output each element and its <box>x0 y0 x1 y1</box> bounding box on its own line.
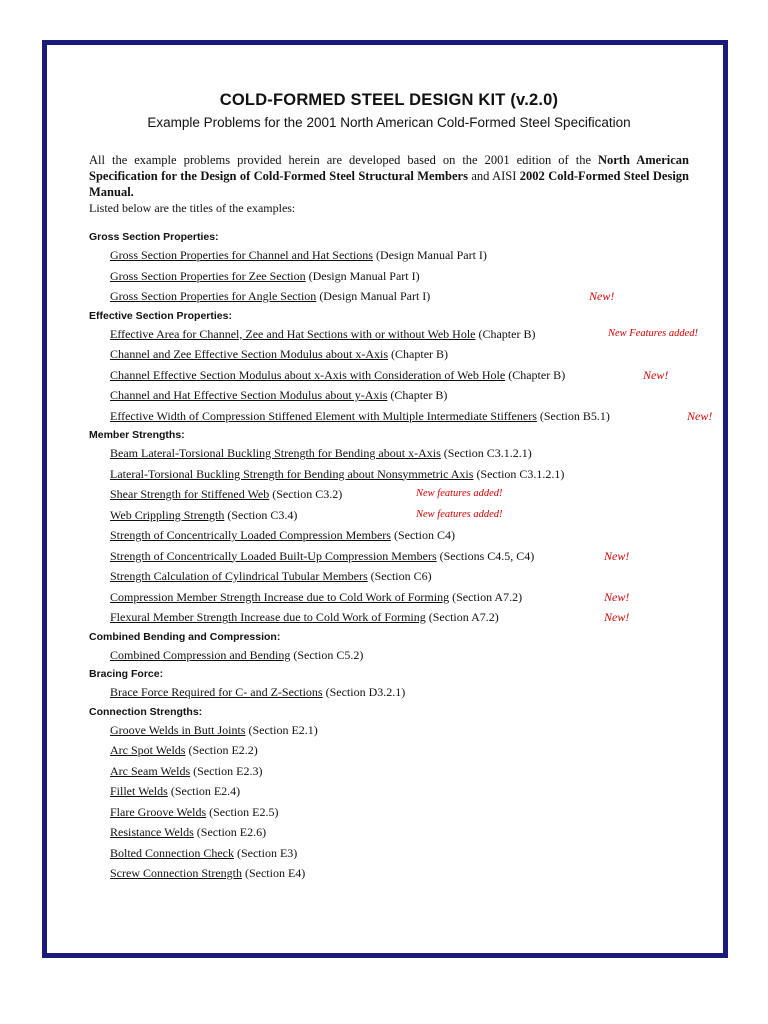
section-heading-effective: Effective Section Properties: <box>89 309 232 322</box>
list-item <box>89 802 689 823</box>
list-item <box>89 566 689 587</box>
example-ref: (Section E2.3) <box>190 763 263 778</box>
example-link[interactable]: Flexural Member Strength Increase due to Cold Work of Forming <box>110 610 426 624</box>
example-ref: (Chapter B) <box>505 367 566 382</box>
section-heading-connection: Connection Strengths: <box>89 705 203 718</box>
example-link[interactable]: Fillet Welds <box>110 784 168 798</box>
example-link[interactable]: Channel and Zee Effective Section Modulus about x-Axis <box>110 347 389 361</box>
list-item <box>89 843 689 864</box>
example-ref: (Section E4) <box>241 866 306 880</box>
list-item <box>89 587 689 608</box>
list-item <box>89 761 689 782</box>
section-heading-member: Member Strengths: <box>89 429 185 441</box>
example-link[interactable]: Arc Seam Welds <box>110 763 191 778</box>
example-ref: (Section E3) <box>233 845 298 860</box>
example-link[interactable]: Strength Calculation of Cylindrical Tubular Members <box>110 569 368 583</box>
example-link[interactable]: Combined Compression and Bending <box>110 647 291 662</box>
example-ref: (Section E2.1) <box>245 722 318 737</box>
example-ref: (Sections C4.5, C4) <box>436 548 535 563</box>
example-ref: (Section C3.2) <box>269 487 343 501</box>
new-badge: New! <box>687 408 713 423</box>
example-ref: (Section B5.1) <box>536 408 610 423</box>
list-item <box>89 484 689 505</box>
example-ref: (Design Manual Part I) <box>372 248 487 262</box>
section-heading-bracing: Bracing Force: <box>89 668 164 680</box>
page-title: COLD-FORMED STEEL DESIGN KIT (v.2.0) <box>219 91 559 109</box>
list-item <box>89 266 689 287</box>
list-item <box>89 286 689 307</box>
document-content <box>89 91 713 884</box>
intro-paragraph <box>89 152 689 200</box>
section-heading-gross: Gross Section Properties: <box>89 231 219 243</box>
example-ref: (Chapter B) <box>475 326 536 341</box>
example-ref: (Section E2.6) <box>193 825 267 839</box>
intro-spec-title: North American Specification for the Design of Cold-Formed Steel Structural Members <box>89 153 689 183</box>
list-item <box>89 546 689 567</box>
list-item <box>89 443 689 464</box>
example-link[interactable]: Gross Section Properties for Zee Section <box>110 268 306 283</box>
example-link[interactable]: Flare Groove Welds <box>110 804 207 819</box>
example-ref: (Section E2.2) <box>185 743 258 757</box>
intro-manual-title: 2002 Cold-Formed Steel Design Manual. <box>89 169 689 199</box>
example-link[interactable]: Screw Connection Strength <box>110 866 242 880</box>
example-ref: (Section A7.2) <box>449 589 523 604</box>
new-badge: New! <box>604 589 630 604</box>
example-ref: (Section C5.2) <box>290 647 364 662</box>
example-ref: (Section C4) <box>390 528 455 542</box>
intro-listed-line: Listed below are the titles of the examples: <box>89 201 296 215</box>
example-link[interactable]: Arc Spot Welds <box>110 743 186 757</box>
new-badge: New Features added! <box>608 327 699 339</box>
example-ref: (Section C6) <box>367 569 432 583</box>
example-link[interactable]: Strength of Concentrically Loaded Compression Members <box>110 528 391 542</box>
example-link[interactable]: Brace Force Required for C- and Z-Sections <box>110 685 323 699</box>
example-ref: (Section E2.5) <box>206 804 279 819</box>
new-badge: New features added! <box>416 508 503 520</box>
new-badge: New! <box>604 610 630 624</box>
example-link[interactable]: Effective Width of Compression Stiffened Element with Multiple Intermediate Stiffeners <box>110 408 537 423</box>
example-link[interactable]: Compression Member Strength Increase due to Cold Work of Forming <box>110 589 450 604</box>
example-link[interactable]: Gross Section Properties for Channel and Hat Sections <box>110 248 373 262</box>
example-ref: (Section C3.1.2.1) <box>473 466 565 481</box>
intro-text-1: All the example problems provided herein are developed based on the 2001 edition of the <box>89 153 598 167</box>
example-link[interactable]: Shear Strength for Stiffened Web <box>110 487 270 501</box>
example-ref: (Chapter B) <box>387 388 448 402</box>
list-item <box>89 682 689 703</box>
example-ref: (Section A7.2) <box>425 610 499 624</box>
section-heading-combined: Combined Bending and Compression: <box>89 630 281 643</box>
example-ref: (Design Manual Part I) <box>316 289 431 303</box>
list-item <box>89 464 689 485</box>
new-badge: New! <box>604 548 630 563</box>
new-badge: New! <box>589 289 615 303</box>
example-ref: (Section D3.2.1) <box>322 685 406 699</box>
list-item <box>89 344 689 365</box>
list-item <box>89 740 689 761</box>
list-item <box>89 245 689 266</box>
page-subtitle: Example Problems for the 2001 North American Cold-Formed Steel Specification <box>147 115 631 130</box>
example-link[interactable]: Lateral-Torsional Buckling Strength for Bending about Nonsymmetric Axis <box>110 466 474 481</box>
example-ref: (Design Manual Part I) <box>305 268 420 283</box>
list-item <box>89 781 689 802</box>
example-link[interactable]: Channel and Hat Effective Section Modulus about y-Axis <box>110 388 388 402</box>
list-item <box>89 720 689 741</box>
example-link[interactable]: Strength of Concentrically Loaded Built-Up Compression Members <box>110 548 437 563</box>
new-badge: New features added! <box>416 488 503 499</box>
list-item <box>89 863 689 884</box>
example-link[interactable]: Bolted Connection Check <box>110 845 234 860</box>
example-link[interactable]: Gross Section Properties for Angle Section <box>110 289 317 303</box>
list-item <box>89 324 699 345</box>
example-link[interactable]: Groove Welds in Butt Joints <box>110 722 246 737</box>
example-link[interactable]: Resistance Welds <box>110 825 194 839</box>
list-item <box>89 505 689 526</box>
list-item <box>89 525 689 546</box>
list-item <box>89 406 713 427</box>
example-link[interactable]: Effective Area for Channel, Zee and Hat Sections with or without Web Hole <box>110 326 476 341</box>
example-link[interactable]: Channel Effective Section Modulus about x-Axis with Consideration of Web Hole <box>110 367 506 382</box>
page-border <box>42 40 728 958</box>
list-item <box>89 365 689 386</box>
list-item <box>89 645 689 666</box>
list-item <box>89 607 689 628</box>
example-ref: (Section E2.4) <box>167 784 241 798</box>
example-ref: (Section C3.4) <box>224 507 298 522</box>
list-item <box>89 385 689 406</box>
list-item <box>89 822 689 843</box>
new-badge: New! <box>643 367 669 382</box>
intro-text-2: and AISI <box>467 169 520 183</box>
example-ref: (Section C3.1.2.1) <box>440 446 532 460</box>
example-link[interactable]: Beam Lateral-Torsional Buckling Strength for Bending about x-Axis <box>110 446 441 460</box>
example-link[interactable]: Web Crippling Strength <box>110 507 225 522</box>
example-ref: (Chapter B) <box>388 347 449 361</box>
